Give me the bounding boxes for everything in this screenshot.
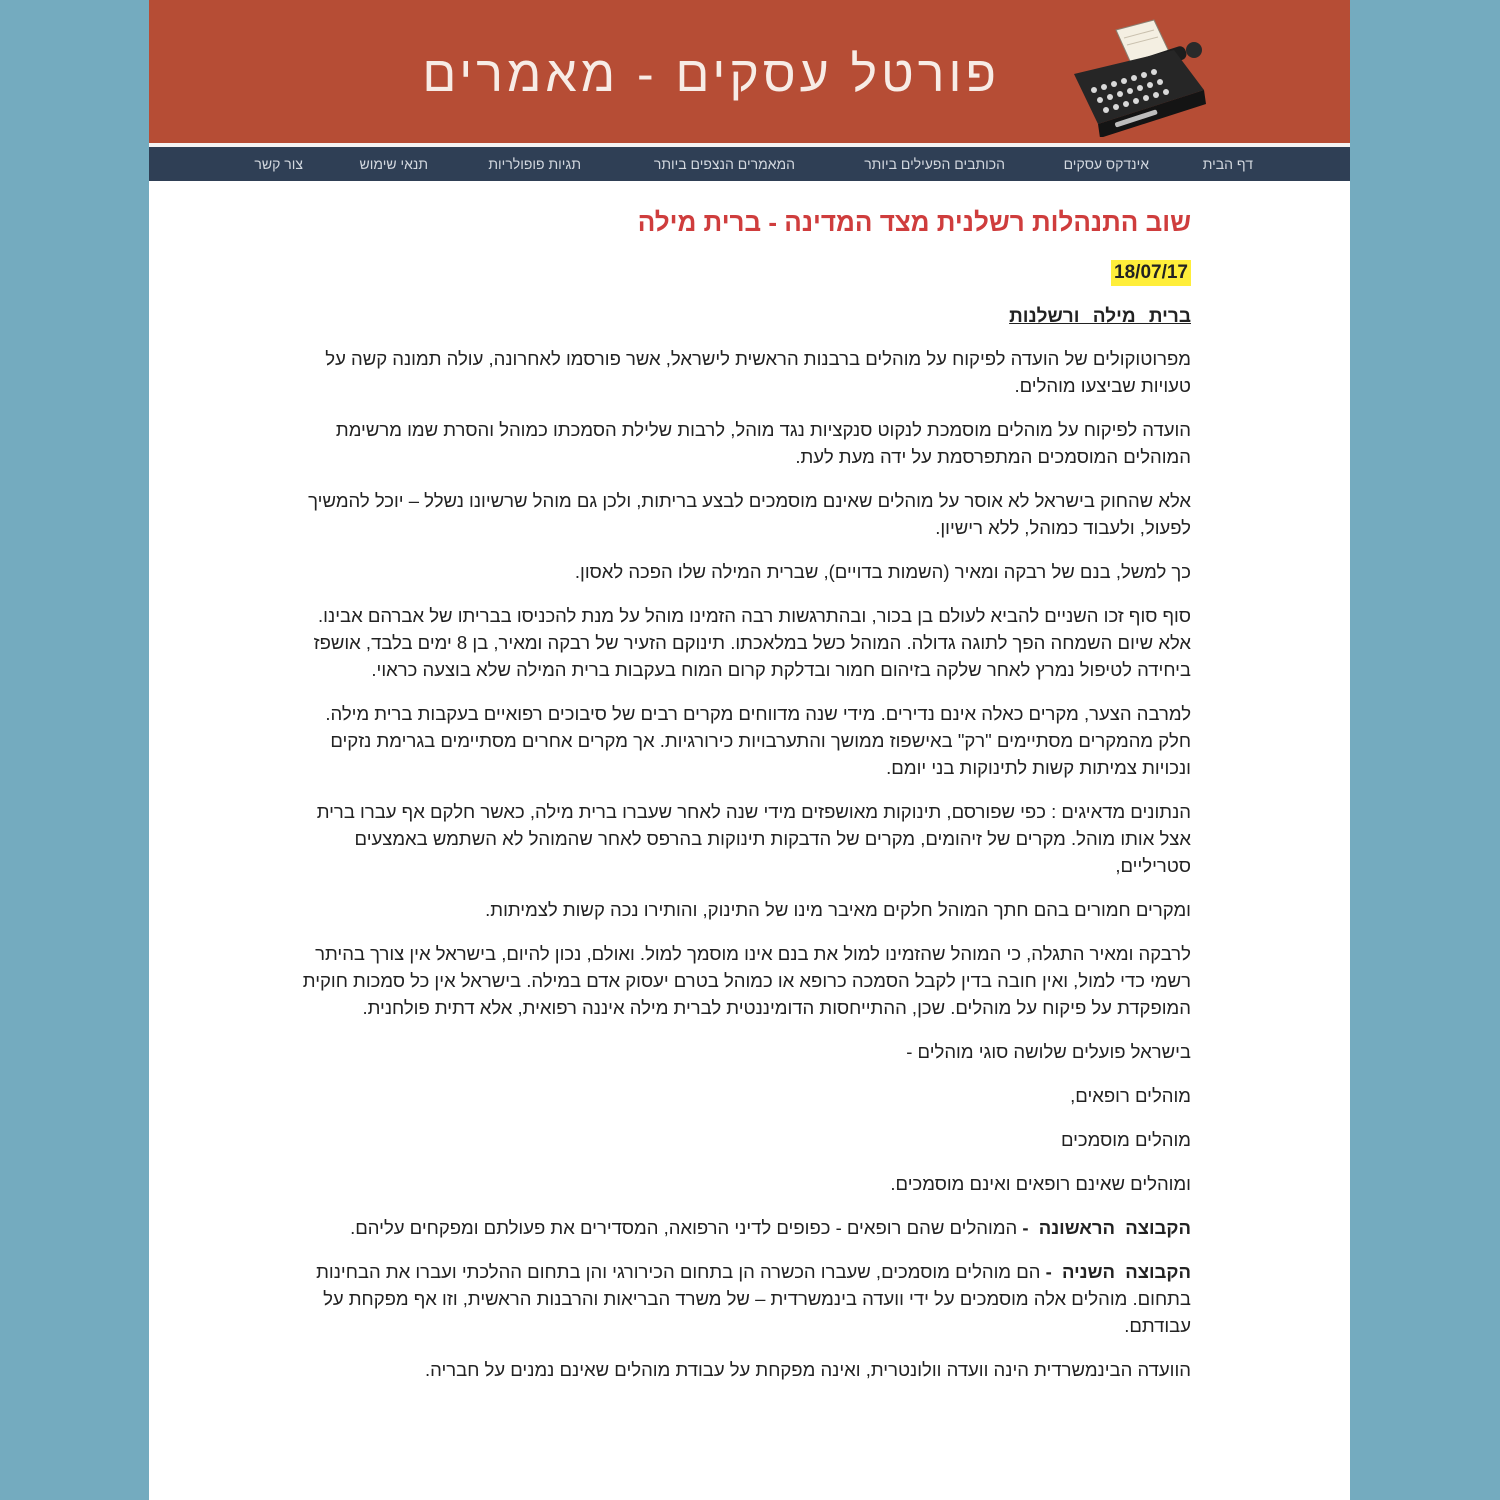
article-paragraph: בישראל פועלים שלושה סוגי מוהלים - [906, 1041, 1191, 1062]
article-paragraph: הנתונים מדאיגים : כפי שפורסם, תינוקות מאושפזים מידי שנה לאחר שעברו ברית מילה, כאשר חלקם אף עברו ברית אצל אותו מוהל. מקרים של זיהומים, מקרים של הדבקות תינוקות בהרפס לאחר שהמוהל לא השתמש באמצעים סטריליים, [316, 801, 1191, 876]
article-paragraph: כך למשל, בנם של רבקה ומאיר (השמות בדויים), שברית המילה שלו הפכה לאסון. [574, 561, 1191, 582]
nav-item-home[interactable]: דף הבית [1202, 156, 1253, 172]
main-navigation [149, 147, 1350, 181]
article [291, 200, 1191, 1383]
group-label: הקבוצה השניה - [1045, 1261, 1191, 1282]
nav-item-active-writers[interactable]: הכותבים הפעילים ביותר [864, 156, 1005, 172]
nav-item-contact[interactable]: צור קשר [254, 156, 303, 172]
typewriter-icon [1054, 12, 1214, 137]
article-paragraph: מוהלים מוסמכים [1060, 1129, 1191, 1150]
nav-item-terms-of-use[interactable]: תנאי שימוש [359, 156, 428, 172]
group-label: הקבוצה הראשונה - [1022, 1217, 1191, 1238]
article-subtitle: ברית מילה ורשלנות [1009, 306, 1191, 327]
article-paragraph: מפרוטוקולים של הועדה לפיקוח על מוהלים ברבנות הראשית לישראל, אשר פורסמו לאחרונה, עולה תמונה קשה על טעויות שביצעו מוהלים. [325, 348, 1191, 396]
article-date: 18/07/17 [1111, 260, 1191, 286]
article-closing-paragraph: הוועדה הבינמשרדית הינה וועדה וולונטרית, ואינה מפקחת על עבודת מוהלים שאינם נמנים על חבריה. [424, 1359, 1191, 1380]
group-text: המוהלים שהם רופאים - כפופים לדיני הרפואה, המסדירים את פעולתם ומפקחים עליהם. [350, 1217, 1018, 1238]
article-paragraph: אלא שהחוק בישראל לא אוסר על מוהלים שאינם מוסמכים לבצע בריתות, ולכן גם מוהל שרשיונו נשלל – יוכל להמשיך לפעול, ולעבוד כמוהל, ללא רישיון. [308, 490, 1191, 538]
article-paragraph: למרבה הצער, מקרים כאלה אינם נדירים. מידי שנה מדווחים מקרים רבים של סיבוכים רפואיים בעקבות ברית מילה. חלק מהמקרים מסתיימים "רק" באישפוז ממושך והתערבויות כירורגיות. אך מקרים אחרים מסתיימים בגרימת נזקים ונכויות צמיתות קשות לתינוקות בני יומם. [325, 703, 1191, 778]
group-paragraph-second [291, 1258, 1191, 1339]
article-paragraph: ומוהלים שאינם רופאים ואינם מוסמכים. [890, 1173, 1191, 1194]
group-text: הם מוהלים מוסמכים, שעברו הכשרה הן בתחום הכירורגי והן בתחום ההלכתי ועברו את הבחינות בתחום. מוהלים אלה מוסמכים על ידי וועדה בינמשרדית – של משרד הבריאות והרבנות הראשית, וזו אף מפקחת על עבודתם. [316, 1261, 1191, 1336]
nav-item-popular-tags[interactable]: תגיות פופולריות [488, 156, 581, 172]
article-paragraph: ומקרים חמורים בהם חתך המוהל חלקים מאיבר מינו של התינוק, והותירו נכה קשות לצמיתות. [485, 899, 1191, 920]
page [149, 0, 1350, 1500]
article-paragraph: הועדה לפיקוח על מוהלים מוסמכת לנקוט סנקציות נגד מוהל, לרבות שלילת הסמכתו כמוהל והסרת שמו מרשימת המוהלים המוסמכים המתפרסמת על ידה מעת לעת. [335, 419, 1191, 467]
group-paragraph-first [291, 1214, 1191, 1241]
article-paragraph: מוהלים רופאים, [1070, 1085, 1191, 1106]
article-paragraph: סוף סוף זכו השניים להביא לעולם בן בכור, ובהתרגשות רבה הזמינו מוהל על מנת להכניסו בבריתו של אברהם אבינו. אלא שיום השמחה הפך לתוגה גדולה. המוהל כשל במלאכתו. תינוקם הזעיר של רבקה ומאיר, בן 8 ימים בלבד, אושפז ביחידה לטיפול נמרץ לאחר שלקה בזיהום חמור ובדלקת קרום המוח בעקבות ברית המילה שלא בוצעה כראוי. [313, 605, 1191, 680]
article-headline[interactable]: שוב התנהלות רשלנית מצד המדינה - ברית מילה [637, 207, 1191, 237]
site-banner [149, 0, 1350, 143]
article-paragraph: לרבקה ומאיר התגלה, כי המוהל שהזמינו למול את בנם אינו מוסמך למול. ואולם, נכון להיום, בישראל אין צורך בהיתר רשמי כדי למול, ואין חובה בדין לקבל הסמכה כרופא או כמוהל בטרם יעסוק אדם במילה. בישראל אין כל סמכות חוקית המופקדת על פיקוח על מוהלים. שכן, ההתייחסות הדומיננטית לברית מילה איננה רפואית, אלא דתית פולחנית. [302, 943, 1191, 1018]
nav-item-most-viewed[interactable]: המאמרים הנצפים ביותר [653, 156, 795, 172]
site-title[interactable]: פורטל עסקים - מאמרים [422, 46, 1000, 102]
nav-item-business-index[interactable]: אינדקס עסקים [1063, 156, 1149, 172]
